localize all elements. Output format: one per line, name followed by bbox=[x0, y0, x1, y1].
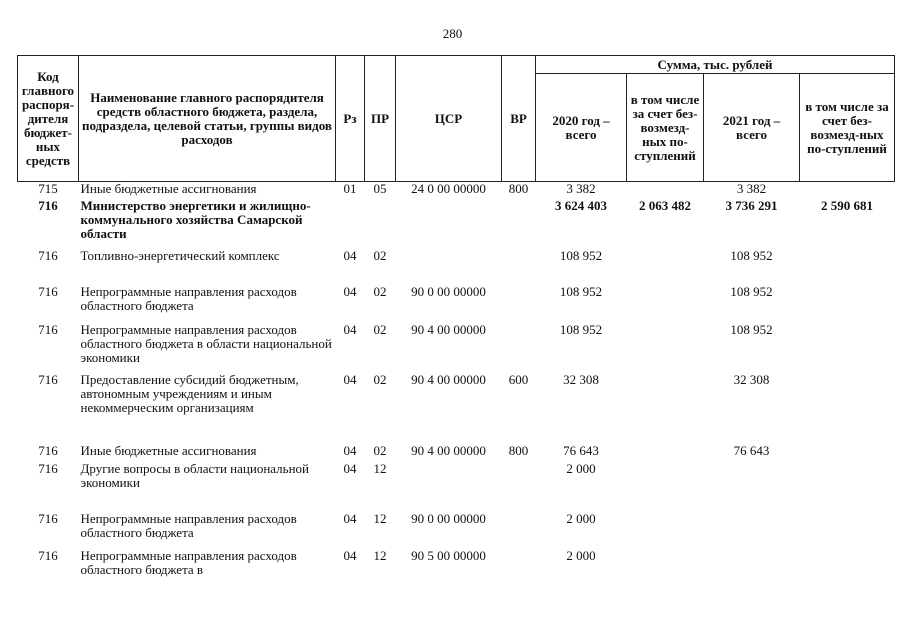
row-2020-total: 32 308 bbox=[563, 371, 599, 387]
row-name: Иные бюджетные ассигнования bbox=[80, 181, 257, 196]
row-name: Другие вопросы в области национальной экономики bbox=[80, 460, 309, 490]
row-code: 715 bbox=[38, 181, 58, 196]
row-2021-free bbox=[800, 512, 895, 549]
row-2021-total bbox=[704, 462, 800, 512]
row-pr: 02 bbox=[373, 371, 387, 387]
row-csr: 90 4 00 00000 bbox=[411, 321, 486, 337]
header-name: Наименование главного распорядителя средств областного бюджета, раздела, подраздела, целевой статьи, группы видов расходов bbox=[79, 56, 336, 182]
row-2021-free bbox=[800, 373, 895, 444]
row-2020-free bbox=[627, 182, 704, 199]
row-2020-free bbox=[627, 549, 704, 587]
row-2020-free bbox=[627, 323, 704, 373]
row-2020-free bbox=[627, 249, 704, 285]
table-row bbox=[18, 249, 895, 285]
row-name: Иные бюджетные ассигнования bbox=[80, 442, 257, 458]
row-vr bbox=[502, 549, 536, 587]
row-2020-free bbox=[627, 512, 704, 549]
row-2021-total: 32 308 bbox=[733, 371, 770, 387]
budget-table bbox=[17, 55, 895, 587]
row-code: 716 bbox=[38, 547, 58, 563]
row-code: 716 bbox=[38, 510, 58, 526]
row-2020-free bbox=[627, 373, 704, 444]
row-csr: 90 4 00 00000 bbox=[411, 442, 486, 458]
row-name: Непрограммные направления расходов областного бюджета bbox=[80, 510, 297, 540]
row-2020-free: 2 063 482 bbox=[639, 197, 691, 213]
row-2021-free bbox=[800, 182, 895, 199]
row-csr bbox=[396, 462, 502, 512]
row-vr bbox=[502, 462, 536, 512]
table-row bbox=[18, 373, 895, 444]
row-name: Топливно-энергетический комплекс bbox=[80, 247, 280, 263]
header-rz: Рз bbox=[336, 56, 365, 182]
table-row bbox=[18, 199, 895, 249]
row-rz: 04 bbox=[343, 283, 357, 299]
row-csr: 90 4 00 00000 bbox=[411, 371, 486, 387]
row-2021-total: 76 643 bbox=[733, 442, 770, 458]
table-body bbox=[18, 182, 895, 587]
row-vr: 800 bbox=[508, 181, 529, 196]
row-code: 716 bbox=[38, 371, 58, 387]
row-rz: 04 bbox=[343, 371, 357, 387]
header-pr: ПР bbox=[365, 56, 396, 182]
row-rz: 04 bbox=[343, 460, 357, 476]
row-vr bbox=[502, 512, 536, 549]
header-vr: ВР bbox=[502, 56, 536, 182]
row-2020-total: 108 952 bbox=[559, 321, 603, 337]
row-csr: 90 0 00 00000 bbox=[411, 510, 486, 526]
row-csr: 24 0 00 00000 bbox=[411, 181, 486, 196]
row-csr: 90 0 00 00000 bbox=[411, 283, 486, 299]
row-2021-total bbox=[704, 512, 800, 549]
header-code: Код главного распоря-дителя бюджет-ных средств bbox=[18, 56, 79, 182]
row-name: Предоставление субсидий бюджетным, автономным учреждениям и иным некоммерческим организациям bbox=[80, 371, 299, 415]
header-2020-total: 2020 год – всего bbox=[536, 74, 627, 182]
row-2021-total: 3 736 291 bbox=[725, 197, 778, 213]
row-code: 716 bbox=[38, 197, 58, 213]
row-name: Непрограммные направления расходов областного бюджета в области национальной экономики bbox=[80, 321, 332, 365]
row-name: Министерство энергетики и жилищно-коммунального хозяйства Самарской области bbox=[80, 197, 311, 241]
table-header bbox=[18, 56, 895, 182]
row-csr bbox=[396, 199, 502, 249]
table-row bbox=[18, 323, 895, 373]
row-2020-total: 3 624 403 bbox=[555, 197, 607, 213]
row-vr bbox=[502, 285, 536, 323]
header-2021-free: в том числе за счет без-возмезд-ных по-ступлений bbox=[800, 74, 895, 182]
table-row bbox=[18, 182, 895, 199]
row-2021-free bbox=[800, 444, 895, 462]
row-rz: 04 bbox=[343, 547, 357, 563]
row-2020-total: 3 382 bbox=[566, 181, 596, 196]
row-2020-total: 2 000 bbox=[566, 510, 596, 526]
row-rz: 04 bbox=[343, 510, 357, 526]
row-rz: 04 bbox=[343, 247, 357, 263]
table-row bbox=[18, 549, 895, 587]
page-number: 280 bbox=[442, 26, 463, 41]
header-2020-free: в том числе за счет без-возмезд-ных по-ступлений bbox=[627, 74, 704, 182]
row-pr: 02 bbox=[373, 321, 387, 337]
row-vr: 800 bbox=[508, 442, 529, 458]
row-2021-free bbox=[800, 549, 895, 587]
header-2021-total: 2021 год – всего bbox=[704, 74, 800, 182]
row-pr: 02 bbox=[373, 283, 387, 299]
row-2021-total: 108 952 bbox=[730, 247, 773, 263]
row-code: 716 bbox=[38, 442, 58, 458]
row-2020-total: 108 952 bbox=[559, 283, 603, 299]
row-2020-free bbox=[627, 462, 704, 512]
row-pr bbox=[365, 199, 396, 249]
row-csr: 90 5 00 00000 bbox=[411, 547, 486, 563]
row-code: 716 bbox=[38, 460, 58, 476]
row-2021-total bbox=[704, 549, 800, 587]
row-vr bbox=[502, 249, 536, 285]
row-pr: 02 bbox=[373, 247, 387, 263]
row-rz: 04 bbox=[343, 442, 357, 458]
row-2020-total: 2 000 bbox=[566, 460, 596, 476]
row-2021-total: 3 382 bbox=[736, 181, 767, 196]
row-rz: 01 bbox=[343, 181, 357, 196]
row-pr: 12 bbox=[373, 510, 387, 526]
row-code: 716 bbox=[38, 247, 58, 263]
row-vr bbox=[502, 323, 536, 373]
row-2020-free bbox=[627, 444, 704, 462]
row-code: 716 bbox=[38, 283, 58, 299]
row-vr bbox=[502, 199, 536, 249]
table-row bbox=[18, 462, 895, 512]
row-rz: 04 bbox=[343, 321, 357, 337]
row-2021-free: 2 590 681 bbox=[821, 197, 873, 213]
row-2021-free bbox=[800, 323, 895, 373]
row-2020-total: 108 952 bbox=[559, 247, 603, 263]
table-row bbox=[18, 285, 895, 323]
row-pr: 12 bbox=[373, 460, 387, 476]
header-sum: Сумма, тыс. рублей bbox=[536, 56, 895, 74]
row-vr: 600 bbox=[508, 371, 529, 387]
row-2021-free bbox=[800, 249, 895, 285]
row-csr bbox=[396, 249, 502, 285]
row-2021-free bbox=[800, 285, 895, 323]
row-pr: 05 bbox=[373, 181, 387, 196]
row-name: Непрограммные направления расходов областного бюджета bbox=[80, 283, 297, 313]
row-2020-free bbox=[627, 285, 704, 323]
row-2020-total: 76 643 bbox=[563, 442, 599, 458]
row-2020-total: 2 000 bbox=[566, 547, 596, 563]
row-code: 716 bbox=[38, 321, 58, 337]
row-2021-total: 108 952 bbox=[730, 283, 773, 299]
row-2021-total: 108 952 bbox=[730, 321, 773, 337]
row-name: Непрограммные направления расходов областного бюджета в bbox=[80, 547, 297, 577]
row-2021-free bbox=[800, 462, 895, 512]
header-csr: ЦСР bbox=[396, 56, 502, 182]
row-pr: 12 bbox=[373, 547, 387, 563]
row-rz bbox=[336, 199, 365, 249]
row-pr: 02 bbox=[373, 442, 387, 458]
table-row bbox=[18, 512, 895, 549]
table-row bbox=[18, 444, 895, 462]
